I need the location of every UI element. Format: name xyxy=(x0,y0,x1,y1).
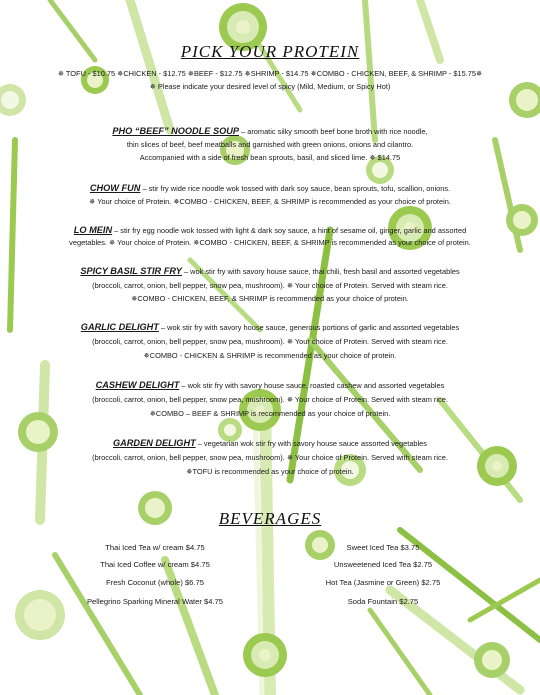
dish-spicy-basil xyxy=(0,266,540,277)
dish-chow-fun xyxy=(0,183,540,194)
protein-heading: PICK YOUR PROTEIN xyxy=(180,42,360,61)
dish-garden-delight xyxy=(0,438,540,449)
protein-options-line: ✵ TOFU - $10.75 ✵CHICKEN - $12.75 ✵BEEF - $12.75 ✵SHRIMP - $14.75 ✵COMBO - CHICKEN, BEEF, & SHRIMP - $15.75✵ xyxy=(57,69,483,78)
dish-desc: ✵ Your choice of Protein. ✵COMBO - CHICKEN, BEEF, & SHRIMP is recommended as your choice of protein. xyxy=(89,197,451,206)
dish-desc: ✵COMBO – BEEF & SHRIMP is recommended as your choice of protein. xyxy=(149,409,391,418)
dish-pho xyxy=(0,126,540,137)
dish-desc: – aromatic silky smooth beef bone broth with rice noodle, xyxy=(239,127,428,136)
dish-title: LO MEIN xyxy=(73,225,113,235)
dish-desc: – vegetarian wok stir fry with savory house sauce assorted vegetables xyxy=(195,439,427,448)
dish-desc: Accompanied with a side of fresh bean sprouts, basil, and sliced lime. ✵ $14.75 xyxy=(139,153,401,162)
beverage-item: Thai Iced Tea w/ cream $4.75 xyxy=(105,543,205,552)
dish-lo-mein xyxy=(0,225,540,236)
beverage-item: Fresh Coconut (whole) $6.75 xyxy=(106,578,204,587)
beverage-item: Thai Iced Coffee w/ cream $4.75 xyxy=(100,560,210,569)
beverage-item: Pellegrino Sparking Mineral Water $4.75 xyxy=(86,597,224,606)
dish-title: SPICY BASIL STIR FRY xyxy=(80,266,182,276)
beverage-item: Sweet Iced Tea $3.75 xyxy=(346,543,420,552)
dish-garlic-delight xyxy=(0,322,540,333)
dish-cashew-delight xyxy=(0,380,540,391)
dish-desc: ✵COMBO - CHICKEN & SHRIMP is recommended as your choice of protein. xyxy=(143,351,397,360)
dish-desc: – wok stir fry with savory house sauce, roasted cashew and assorted vegetables xyxy=(179,381,445,390)
dish-desc: ✵COMBO - CHICKEN, BEEF, & SHRIMP is recommended as your choice of protein. xyxy=(131,294,409,303)
dish-desc: ✵TOFU is recommended as your choice of protein. xyxy=(186,467,354,476)
dish-desc: – stir fry wide rice noodle wok tossed with dark soy sauce, bean sprouts, tofu, scallion, onions. xyxy=(140,184,451,193)
dish-title: CASHEW DELIGHT xyxy=(95,380,180,390)
spicy-level-note: ✵ Please indicate your desired level of spicy (Mild, Medium, or Spicy Hot) xyxy=(149,82,391,91)
beverage-item: Soda Fountain $2.75 xyxy=(347,597,419,606)
dish-desc: (broccoli, carrot, onion, bell pepper, snow pea, mushroom). ✵ Your choice of Protein. Served with steam rice. xyxy=(92,337,448,346)
beverages-heading: BEVERAGES xyxy=(218,509,322,528)
dish-desc: vegetables. ✵ Your choice of Protein. ✵COMBO - CHICKEN, BEEF, & SHRIMP is recommended as your choice of protein. xyxy=(69,238,471,247)
dish-desc: – stir fry egg noodle wok tossed with light & dark soy sauce, a hint of sesame oil, ginger, garlic and assorted xyxy=(112,226,467,235)
dish-desc: – wok stir fry with savory house sauce, generous portions of garlic and assorted vegetables xyxy=(158,323,460,332)
dish-desc: thin slices of beef, beef meatballs and garnished with green onions, onions and cilantro. xyxy=(126,140,414,149)
dish-title: PHO “BEEF” NOODLE SOUP xyxy=(112,126,240,136)
dish-title: CHOW FUN xyxy=(89,183,141,193)
dish-title: GARLIC DELIGHT xyxy=(80,322,159,332)
dish-desc: (broccoli, carrot, onion, bell pepper, snow pea, mushroom). ✵ Your choice of Protein. Served with steam rice. xyxy=(92,395,448,404)
dish-title: GARDEN DELIGHT xyxy=(113,438,196,448)
dish-desc: – wok stir fry with savory house sauce, thai chili, fresh basil and assorted vegetables xyxy=(181,267,460,276)
dish-desc: (broccoli, carrot, onion, bell pepper, snow pea, mushroom). ✵ Your choice of Protein. Served with steam rice. xyxy=(92,281,448,290)
dish-desc: (broccoli, carrot, onion, bell pepper, snow pea, mushroom). ✵ Your choice of Protein. Served with steam rice. xyxy=(92,453,448,462)
beverage-item: Hot Tea (Jasmine or Green) $2.75 xyxy=(325,578,441,587)
beverage-item: Unsweetened Iced Tea $2.75 xyxy=(333,560,433,569)
